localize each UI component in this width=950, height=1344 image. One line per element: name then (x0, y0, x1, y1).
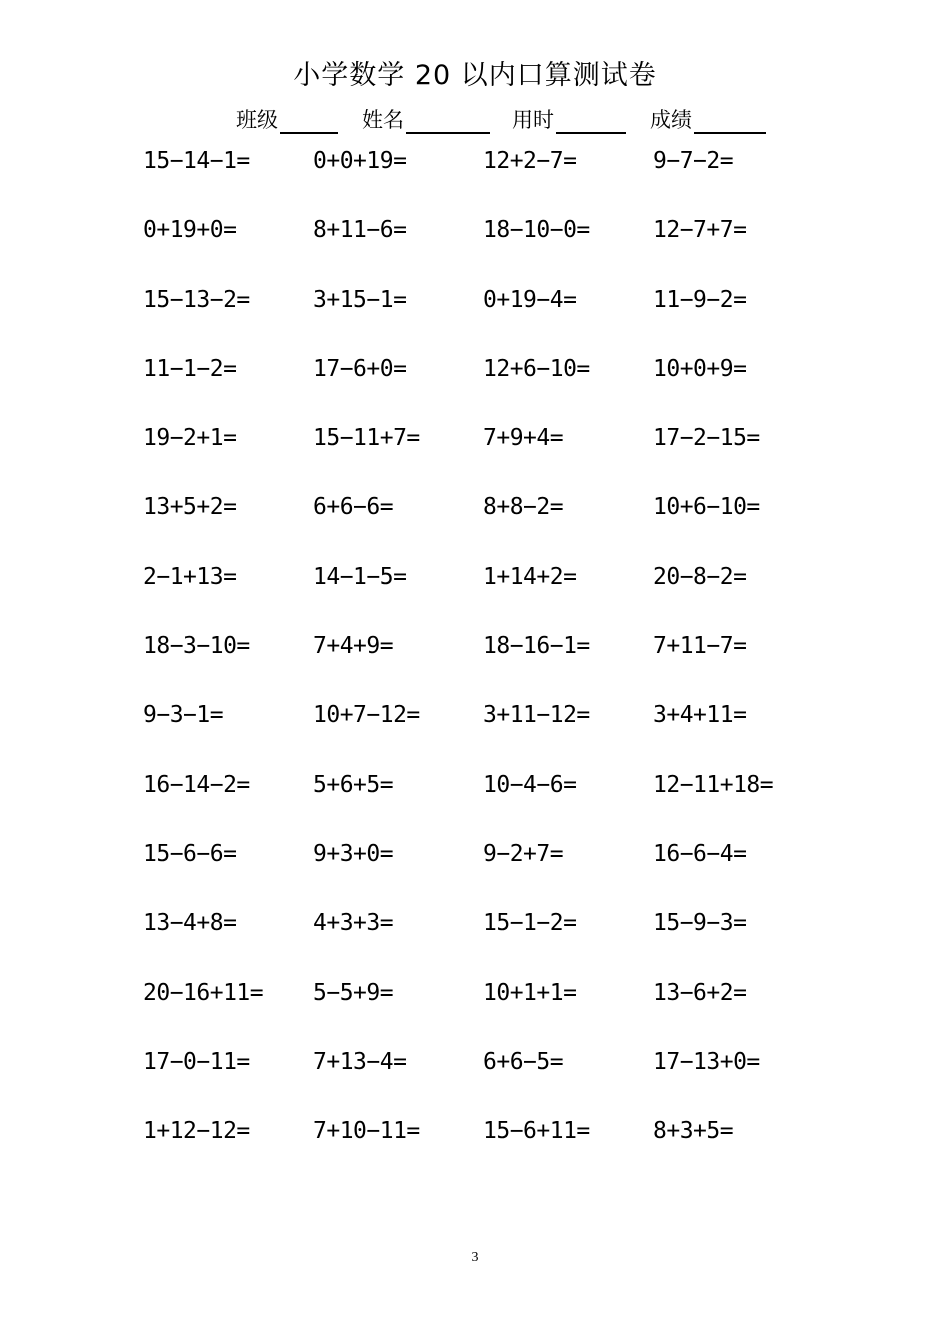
class-label: 班级 (236, 108, 278, 132)
problem-item: 8+3+5= (653, 1118, 734, 1145)
problem-item: 0+19−4= (483, 286, 577, 313)
problem-row (143, 905, 843, 974)
problem-item: 12+2−7= (483, 148, 577, 174)
problem-item: 17−6+0= (313, 355, 407, 382)
name-label: 姓名 (362, 108, 404, 132)
problem-item: 16−14−2= (143, 771, 250, 798)
problem-item: 18−16−1= (483, 633, 590, 660)
problem-item: 7+10−11= (313, 1118, 420, 1145)
time-field (512, 104, 626, 134)
problem-row (143, 282, 843, 351)
problem-item: 7+11−7= (653, 633, 747, 660)
problem-row (143, 1044, 843, 1113)
problem-item: 1+14+2= (483, 563, 577, 590)
student-info-row (236, 100, 766, 134)
problem-item: 8+11−6= (313, 217, 407, 244)
problem-row (143, 628, 843, 697)
problem-item: 1+12−12= (143, 1118, 250, 1145)
problem-row (143, 767, 843, 836)
problem-item: 0+0+19= (313, 148, 407, 174)
problem-item: 7+9+4= (483, 425, 564, 452)
problem-item: 10+6−10= (653, 494, 760, 521)
problem-item: 17−2−15= (653, 425, 760, 452)
problem-item: 15−6+11= (483, 1118, 590, 1145)
problem-row (143, 975, 843, 1044)
problem-item: 12−11+18= (653, 771, 774, 798)
problem-item: 7+4+9= (313, 633, 394, 660)
problem-row (143, 697, 843, 766)
problem-item: 13−4+8= (143, 910, 237, 937)
problem-row (143, 559, 843, 628)
time-blank[interactable] (556, 104, 626, 134)
problem-item: 17−0−11= (143, 1048, 250, 1075)
name-field (362, 104, 490, 134)
problem-item: 15−14−1= (143, 148, 250, 174)
problem-item: 13+5+2= (143, 494, 237, 521)
problem-item: 15−13−2= (143, 286, 250, 313)
problem-item: 5+6+5= (313, 771, 394, 798)
page-title: 小学数学 20 以内口算测试卷 (293, 60, 657, 91)
problem-item: 6+6−5= (483, 1048, 564, 1075)
score-label: 成绩 (650, 108, 692, 132)
problem-grid (143, 143, 843, 1182)
problem-item: 10−4−6= (483, 771, 577, 798)
problem-item: 2−1+13= (143, 563, 237, 590)
problem-item: 14−1−5= (313, 563, 407, 590)
problem-item: 3+11−12= (483, 702, 590, 729)
name-blank[interactable] (406, 104, 490, 134)
problem-row (143, 351, 843, 420)
problem-item: 18−3−10= (143, 633, 250, 660)
problem-item: 9−7−2= (653, 148, 734, 174)
class-field (236, 104, 338, 134)
problem-row (143, 489, 843, 558)
problem-row (143, 1113, 843, 1182)
problem-row (143, 420, 843, 489)
problem-item: 10+0+9= (653, 355, 747, 382)
problem-item: 4+3+3= (313, 910, 394, 937)
problem-item: 10+1+1= (483, 979, 577, 1006)
problem-row (143, 212, 843, 281)
problem-item: 13−6+2= (653, 979, 747, 1006)
problem-item: 9−2+7= (483, 840, 564, 867)
problem-item: 20−8−2= (653, 563, 747, 590)
problem-item: 11−1−2= (143, 355, 237, 382)
problem-row (143, 143, 843, 212)
problem-item: 5−5+9= (313, 979, 394, 1006)
problem-item: 10+7−12= (313, 702, 420, 729)
problem-item: 17−13+0= (653, 1048, 760, 1075)
problem-item: 3+15−1= (313, 286, 407, 313)
time-label: 用时 (512, 108, 554, 132)
problem-item: 12+6−10= (483, 355, 590, 382)
problem-item: 15−6−6= (143, 840, 237, 867)
problem-item: 15−11+7= (313, 425, 420, 452)
problem-item: 9+3+0= (313, 840, 394, 867)
problem-item: 15−1−2= (483, 910, 577, 937)
score-field (650, 104, 766, 134)
problem-item: 8+8−2= (483, 494, 564, 521)
problem-row (143, 836, 843, 905)
problem-item: 16−6−4= (653, 840, 747, 867)
problem-item: 0+19+0= (143, 217, 237, 244)
problem-item: 20−16+11= (143, 979, 264, 1006)
problem-item: 19−2+1= (143, 425, 237, 452)
problem-item: 7+13−4= (313, 1048, 407, 1075)
score-blank[interactable] (694, 104, 766, 134)
problem-item: 3+4+11= (653, 702, 747, 729)
problem-item: 6+6−6= (313, 494, 394, 521)
class-blank[interactable] (280, 104, 338, 134)
problem-item: 18−10−0= (483, 217, 590, 244)
problem-item: 12−7+7= (653, 217, 747, 244)
page-number: 3 (471, 1250, 479, 1265)
problem-item: 11−9−2= (653, 286, 747, 313)
problem-item: 9−3−1= (143, 702, 224, 729)
problem-item: 15−9−3= (653, 910, 747, 937)
